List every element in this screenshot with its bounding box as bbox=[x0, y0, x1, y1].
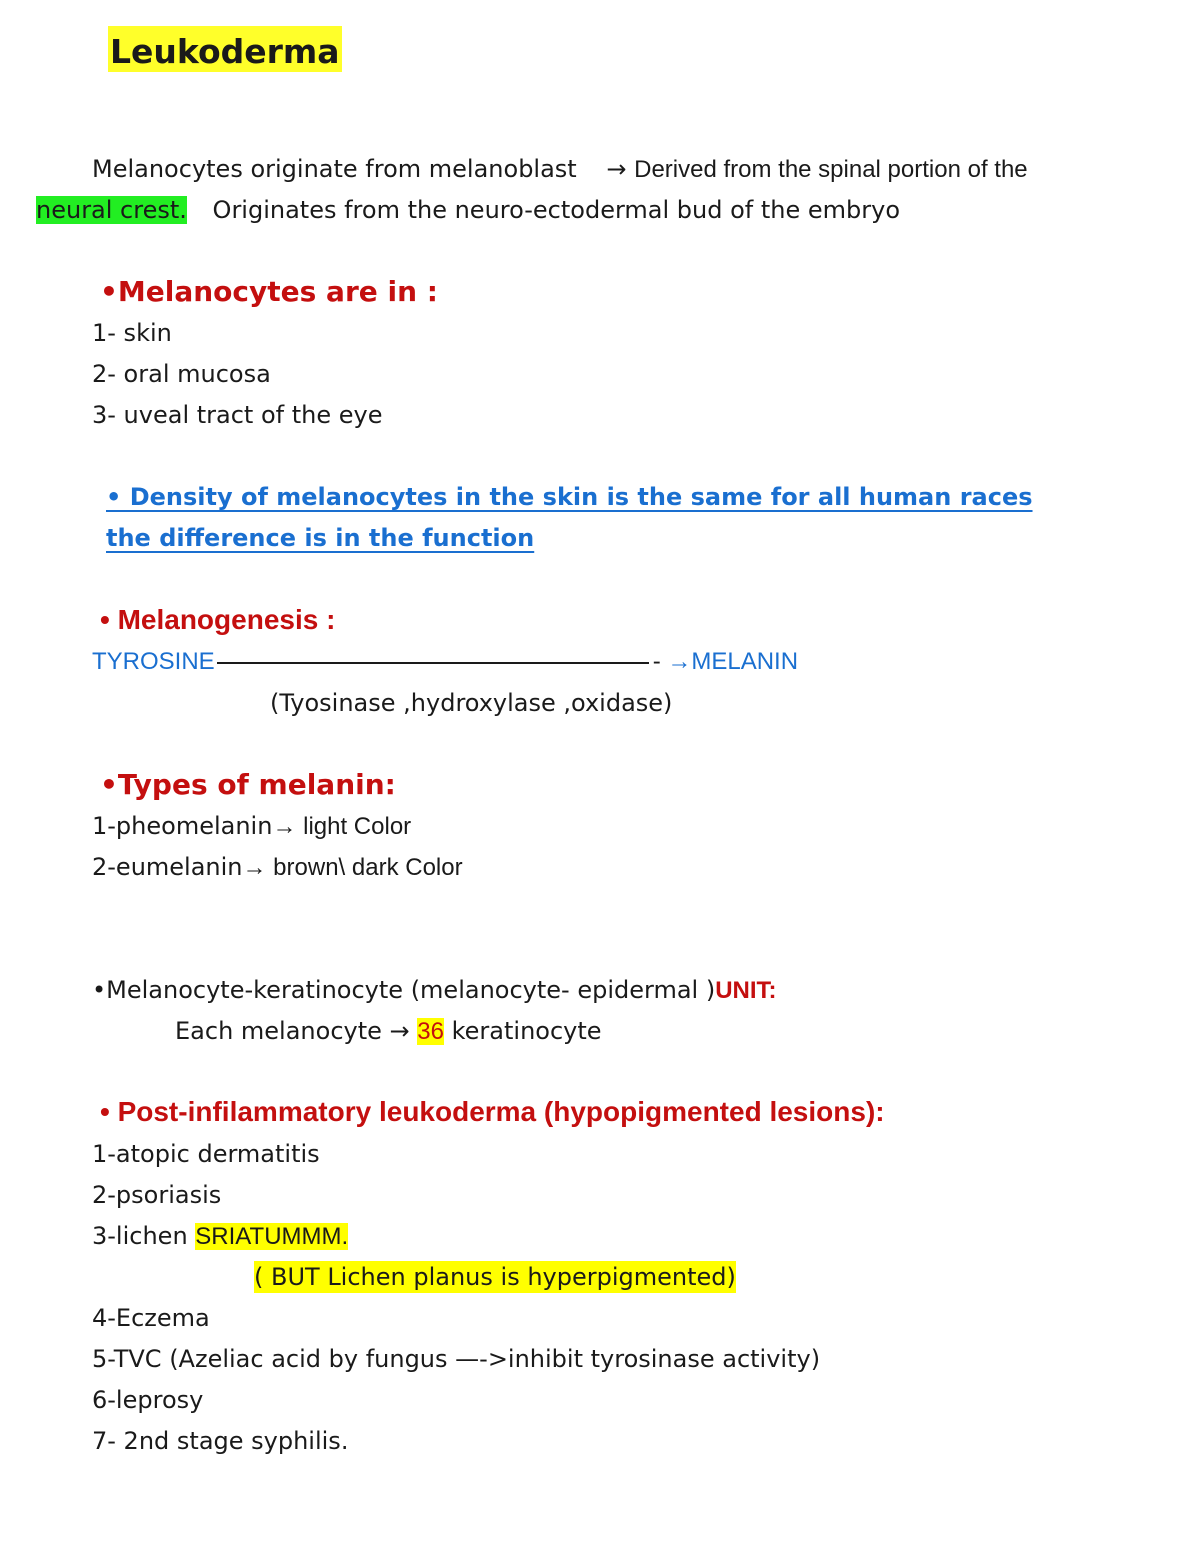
intro-text-b: Derived from the spinal portion of the bbox=[634, 156, 1028, 183]
intro-text-a: Melanocytes originate from melanoblast bbox=[92, 155, 577, 183]
types-heading: •Types of melanin: bbox=[100, 768, 396, 801]
striatum-highlight: SRIATUMMM. bbox=[195, 1223, 349, 1250]
list-item: 2- oral mucosa bbox=[92, 360, 271, 388]
intro-text-c: Originates from the neuro-ectodermal bud of the embryo bbox=[212, 196, 901, 224]
list-item: 4-Eczema bbox=[92, 1304, 210, 1332]
lichen-planus-note: ( BUT Lichen planus is hyperpigmented) bbox=[254, 1263, 736, 1291]
melanin-label: →MELANIN bbox=[667, 648, 799, 675]
unit-label: UNIT: bbox=[715, 977, 777, 1004]
pheomelanin-label: 1-pheomelanin bbox=[92, 812, 273, 840]
keratinocyte-count: 36 bbox=[417, 1018, 444, 1045]
neural-crest-highlight: neural crest. bbox=[36, 196, 187, 224]
list-item: 1- skin bbox=[92, 319, 172, 347]
arrow-icon: → bbox=[606, 155, 627, 183]
intro-line-1 bbox=[92, 153, 1028, 186]
unit-line-1 bbox=[92, 974, 777, 1007]
intro-line-2 bbox=[36, 194, 900, 226]
enzymes-label: (Tyosinase ,hydroxylase ,oxidase) bbox=[270, 689, 673, 717]
eumelanin-color: → brown\ dark Color bbox=[242, 854, 463, 881]
eumelanin-label: 2-eumelanin bbox=[92, 853, 243, 881]
pathway-dash: - bbox=[652, 648, 661, 675]
melanogenesis-pathway bbox=[92, 646, 798, 678]
list-item bbox=[92, 1220, 348, 1253]
lichen-label: 3-lichen bbox=[92, 1222, 188, 1250]
list-item: 1-atopic dermatitis bbox=[92, 1140, 320, 1168]
list-item: 7- 2nd stage syphilis. bbox=[92, 1427, 349, 1455]
tyrosine-label: TYROSINE bbox=[92, 648, 215, 675]
locations-heading: •Melanocytes are in : bbox=[100, 275, 438, 308]
unit-text: •Melanocyte-keratinocyte (melanocyte- epidermal ) bbox=[92, 976, 716, 1004]
list-item bbox=[92, 851, 463, 884]
list-item: 5-TVC (Azeliac acid by fungus —->inhibit tyrosinase activity) bbox=[92, 1345, 821, 1373]
post-inflammatory-heading: • Post-infilammatory leukoderma (hypopigmented lesions): bbox=[100, 1096, 885, 1127]
page-title: Leukoderma bbox=[108, 26, 342, 72]
list-item: 6-leprosy bbox=[92, 1386, 204, 1414]
density-line-1: • Density of melanocytes in the skin is the same for all human races bbox=[106, 483, 1033, 511]
pheomelanin-color: → light Color bbox=[272, 813, 412, 840]
keratinocyte-label: keratinocyte bbox=[451, 1017, 602, 1045]
list-item: 2-psoriasis bbox=[92, 1181, 222, 1209]
unit-ratio-text: Each melanocyte → bbox=[175, 1017, 410, 1045]
list-item: 3- uveal tract of the eye bbox=[92, 401, 383, 429]
density-line-2: the difference is in the function bbox=[106, 524, 535, 552]
pathway-line bbox=[217, 662, 649, 664]
list-item bbox=[92, 810, 411, 843]
melanogenesis-heading: • Melanogenesis : bbox=[100, 604, 336, 635]
unit-line-2 bbox=[175, 1015, 602, 1048]
